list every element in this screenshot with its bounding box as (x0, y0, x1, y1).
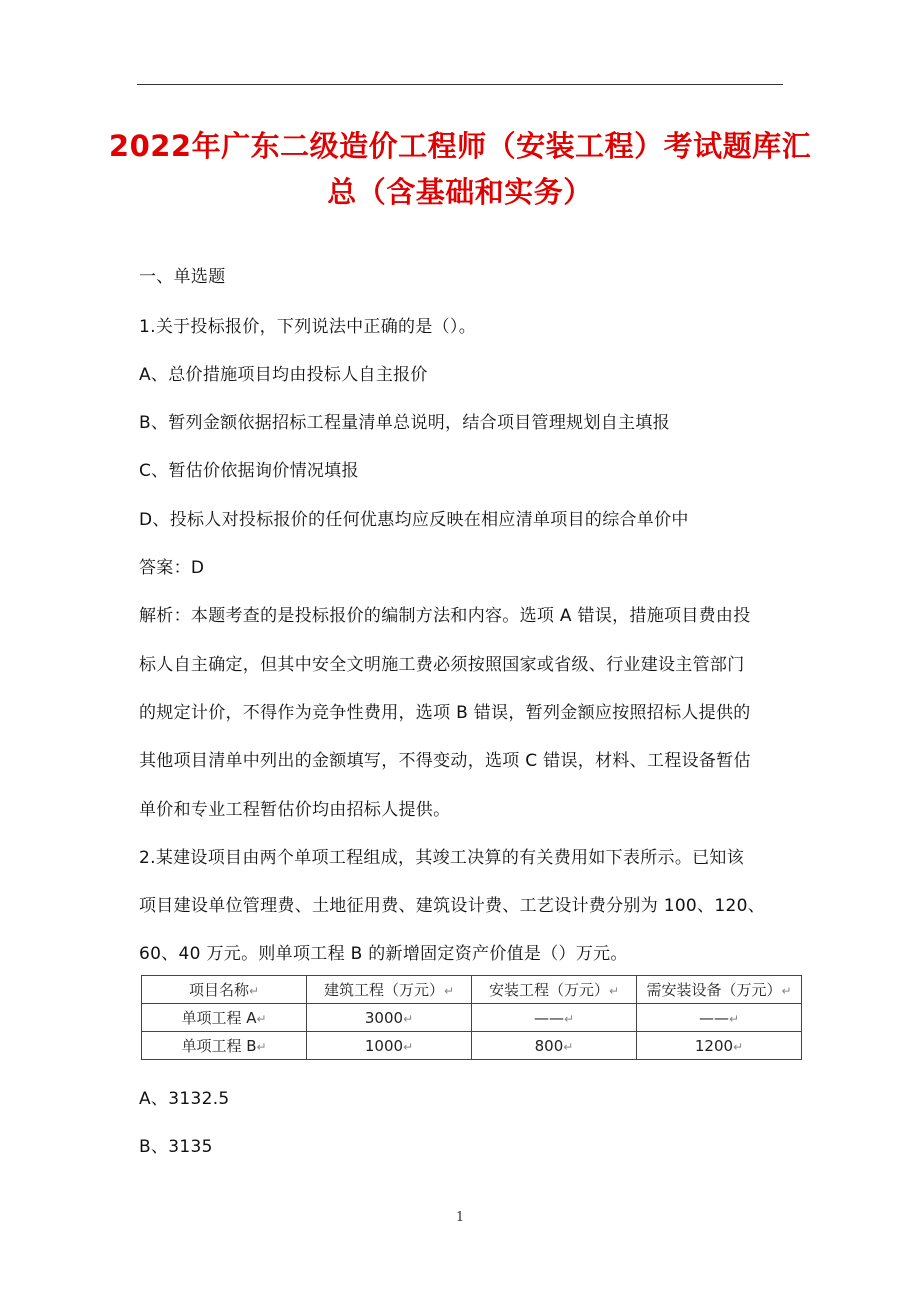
question-2-stem-line: 60、40 万元。则单项工程 B 的新增固定资产价值是（）万元。 (139, 944, 628, 964)
question-1-analysis-line: 解析：本题考查的是投标报价的编制方法和内容。选项 A 错误，措施项目费由投 (139, 606, 751, 626)
question-1-option-b: B、暂列金额依据招标工程量清单总说明，结合项目管理规划自主填报 (139, 413, 670, 433)
question-2-stem-line: 项目建设单位管理费、土地征用费、建筑设计费、工艺设计费分别为 100、120、 (139, 896, 765, 916)
table-cell: 单项工程 A↵ (142, 1004, 307, 1032)
question-2-stem-line: 2.某建设项目由两个单项工程组成，其竣工决算的有关费用如下表所示。已知该 (139, 848, 745, 868)
question-2-option-a: A、3132.5 (139, 1089, 230, 1109)
header-rule (137, 84, 783, 85)
table-row (142, 1032, 802, 1060)
question-1-analysis-line: 的规定计价，不得作为竞争性费用，选项 B 错误，暂列金额应按照招标人提供的 (139, 703, 751, 723)
table-header-row (142, 976, 802, 1004)
table-header-cell: 安装工程（万元）↵ (472, 976, 637, 1004)
table-cell: 1000↵ (307, 1032, 472, 1060)
document-title-line-1: 2022年广东二级造价工程师（安装工程）考试题库汇 (108, 129, 812, 163)
table-cell: 3000↵ (307, 1004, 472, 1032)
question-1-option-a: A、总价措施项目均由投标人自主报价 (139, 365, 428, 385)
question-1-analysis-line: 其他项目清单中列出的金额填写，不得变动，选项 C 错误，材料、工程设备暂估 (139, 751, 751, 771)
table-cell: ——↵ (637, 1004, 802, 1032)
cost-table (141, 975, 802, 1060)
question-1-option-c: C、暂估价依据询价情况填报 (139, 461, 359, 481)
table-cell: ——↵ (472, 1004, 637, 1032)
table-header-cell: 项目名称↵ (142, 976, 307, 1004)
document-title-line-2: 总（含基础和实务） (327, 175, 593, 209)
question-1-analysis-line: 单价和专业工程暂估价均由招标人提供。 (139, 800, 451, 820)
question-1-stem: 1.关于投标报价，下列说法中正确的是（）。 (139, 317, 477, 337)
table-cell: 单项工程 B↵ (142, 1032, 307, 1060)
table-header-cell: 建筑工程（万元）↵ (307, 976, 472, 1004)
table-cell: 1200↵ (637, 1032, 802, 1060)
table-row (142, 1004, 802, 1032)
question-1-answer: 答案：D (139, 558, 205, 578)
question-1-analysis-line: 标人自主确定，但其中安全文明施工费必须按照国家或省级、行业建设主管部门 (139, 655, 745, 675)
page-number: 1 (455, 1210, 465, 1225)
question-2-option-b: B、3135 (139, 1137, 213, 1157)
question-1-option-d: D、投标人对投标报价的任何优惠均应反映在相应清单项目的综合单价中 (139, 510, 689, 530)
table-cell: 800↵ (472, 1032, 637, 1060)
table-header-cell: 需安装设备（万元）↵ (637, 976, 802, 1004)
section-heading: 一、单选题 (139, 267, 226, 287)
